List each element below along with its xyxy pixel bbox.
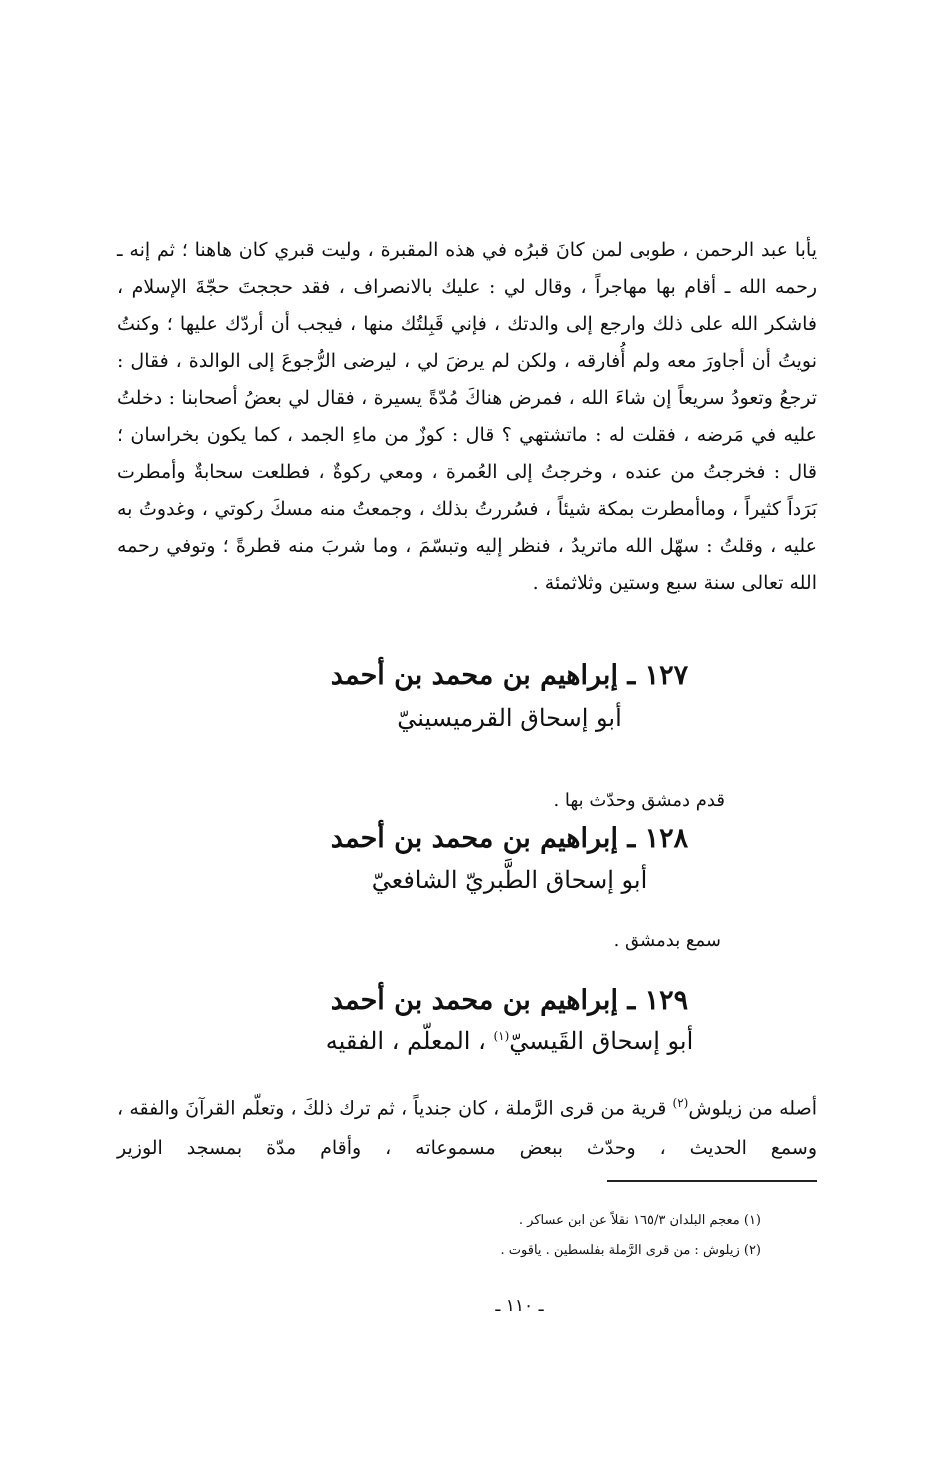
entry-129-paragraph-start: أصله من زيلوش <box>688 1097 818 1120</box>
entry-129-title: ١٢٩ ـ إبراهيم بن محمد بن أحمد <box>330 985 689 1016</box>
entry-128-kunya: أبو إسحاق الطَّبريّ الشافعيّ <box>371 866 648 894</box>
footnote-1: (١) معجم البلدان ١٦٥/٣ نقلاً عن ابن عساكر . <box>518 1213 761 1228</box>
entry-129-paragraph-rest: قرية من قرى الرَّملة ، كان جندياً ، ثم ترك ذلكَ ، وتعلّم القرآنَ والفقه ، وسمع الحديث ، وحدّث ببعض مسموعاته ، وأقام مدّة بمسجد الوزير <box>117 1097 817 1160</box>
entry-129-kunya-titles: ، المعلّم ، الفقيه <box>325 1027 494 1055</box>
entry-127-note: قدم دمشق وحدّث بها . <box>553 790 725 811</box>
footnote-ref-2: (٢) <box>672 1096 689 1110</box>
entry-127-kunya: أبو إسحاق القرميسينيّ <box>397 704 622 732</box>
entry-127-title: ١٢٧ ـ إبراهيم بن محمد بن أحمد <box>330 660 689 691</box>
entry-129-kunya-name: أبو إسحاق القَيسيّ <box>509 1027 694 1055</box>
footnote-2: (٢) زيلوش : من قرى الرَّملة بفلسطين . ياقوت . <box>500 1243 761 1258</box>
page-number: ـ ١١٠ ـ <box>495 1296 544 1316</box>
body-paragraph: يأبا عبد الرحمن ، طوبى لمن كانَ قبرُه في هذه المقبرة ، وليت قبري كان هاهنا ؛ ثم إنه ـ رحمه الله ـ أقام بها مهاجراً ، وقال لي : عليك بالانصراف ، فقد حججتَ حجّةَ الإسلام ، فاشكر الله على ذلك وارجع إلى والدتك ، فإني قَبِلتُك منها ، فيجب أن أردّك عليها ؛ وكنتُ نويتُ أن أجاورَ معه ولم أُفارقه ، ولكن لم يرضَ لي ، ليرضى الرُّجوعَ إلى الوالدة ، فقال : ترجعُ وتعودُ سريعاً إن شاءَ الله ، فمرض هناكَ مُدّةً يسيرة ، فقال لي بعضُ أصحابنا : دخلتُ عليه في مَرضه ، فقلت له : ماتشتهي ؟ قال : كوزٌ من ماءِ الجمد ، كما يكون بخراسان ؛ قال : فخرجتُ من عنده ، وخرجتُ إلى العُمرة ، ومعي ركوةٌ ، فطلعت سحابةٌ وأمطرت بَرَداً كثيراً ، وماأمطرت بمكة شيئاً ، فسُررتُ بذلك ، وجمعتُ منه مسكَ ركوتي ، وغدوتُ به عليه ، وقلتُ : سهّل الله ماتريدُ ، فنظر إليه وتبسّمَ ، وما شربَ منه قطرةً ؛ وتوفي رحمه الله تعالى سنة سبع وستين وثلاثمئة . <box>117 239 817 594</box>
entry-129-paragraph <box>117 1083 817 1168</box>
footnotes-list <box>501 1206 761 1266</box>
entry-128-title: ١٢٨ ـ إبراهيم بن محمد بن أحمد <box>330 823 689 854</box>
entry-128-note: سمع بدمشق . <box>613 930 721 951</box>
footnote-ref-1: (١) <box>493 1029 510 1043</box>
footnote-divider <box>607 1180 817 1182</box>
entry-129-kunya <box>0 1027 949 1055</box>
